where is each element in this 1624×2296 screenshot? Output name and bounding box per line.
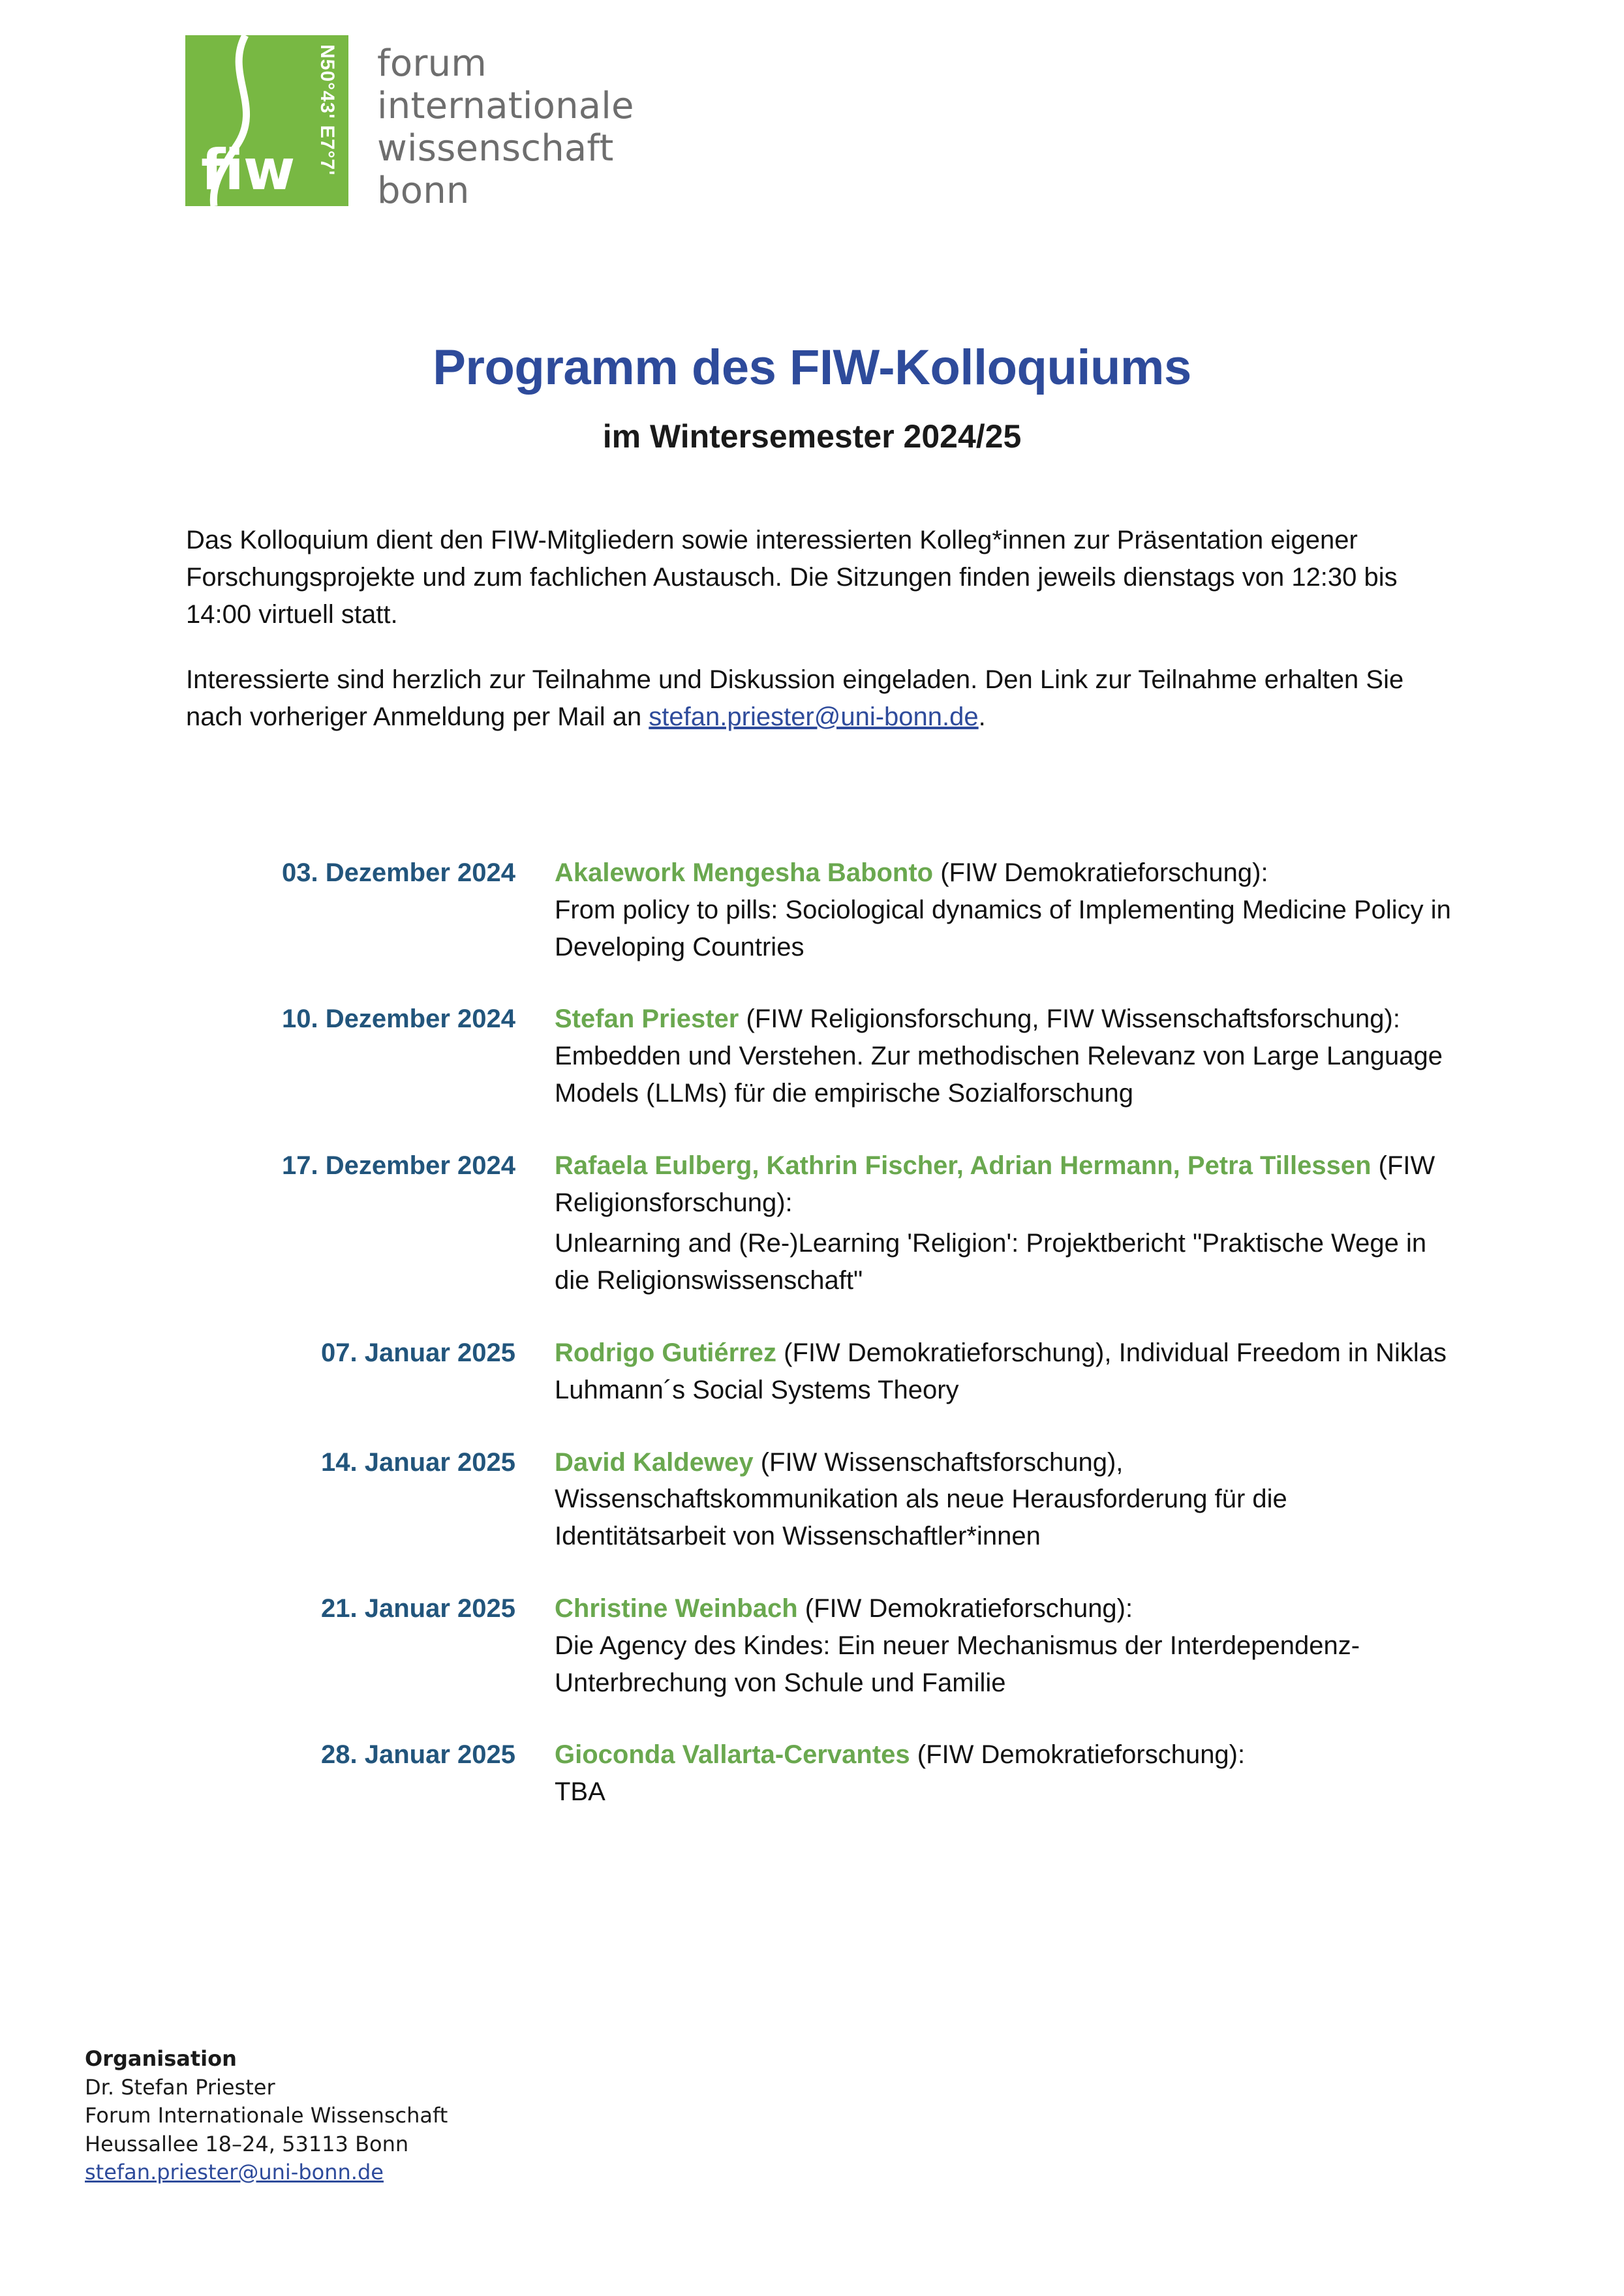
entry-speaker: Stefan Priester — [555, 1004, 739, 1034]
footer-address: Heussallee 18–24, 53113 Bonn — [85, 2131, 409, 2156]
entry-affiliation: (FIW Demokratieforschung): — [933, 858, 1268, 887]
footer-name: Dr. Stefan Priester — [85, 2074, 275, 2100]
entry-detail — [555, 1590, 1465, 1701]
entry-talk: From policy to pills: Sociological dynamics of Implementing Medicine Policy in Developing Countries — [555, 895, 1451, 961]
entry-speaker: Christine Weinbach — [555, 1594, 798, 1623]
intro-paragraph-2 — [186, 661, 1445, 736]
schedule-entry — [186, 1335, 1465, 1409]
logo-word-line-3: wissenschaft — [377, 127, 614, 170]
entry-detail — [555, 1335, 1465, 1409]
entry-date: 17. Dezember 2024 — [281, 1151, 515, 1180]
entry-date: 03. Dezember 2024 — [281, 858, 515, 887]
entry-affiliation: (FIW Demokratieforschung): — [797, 1594, 1133, 1623]
logo-word-line-2: internationale — [377, 84, 634, 127]
entry-talk: Unlearning and (Re-)Learning 'Religion': Projektbericht "Praktische Wege in die Religionswissenschaft" — [555, 1229, 1427, 1295]
entry-detail — [555, 854, 1465, 965]
entry-date: 10. Dezember 2024 — [281, 1004, 515, 1034]
schedule-entry — [186, 1590, 1465, 1701]
intro-paragraph-2-suffix: . — [978, 702, 986, 732]
schedule-entry — [186, 1444, 1465, 1555]
footer-label: Organisation — [85, 2046, 237, 2071]
entry-detail — [555, 1444, 1465, 1555]
schedule-entry — [186, 1001, 1465, 1111]
entry-speaker: Rodrigo Gutiérrez — [555, 1338, 777, 1367]
schedule-list — [186, 854, 1465, 1846]
page-subtitle-main: Wintersemester 2024/25 — [649, 418, 1022, 455]
entry-date: 21. Januar 2025 — [321, 1594, 515, 1623]
entry-detail — [555, 1001, 1465, 1111]
entry-affiliation: (FIW Demokratieforschung), Individual Freedom in Niklas Luhmann´s Social Systems Theory — [555, 1338, 1447, 1404]
contact-email-link[interactable]: stefan.priester@uni-bonn.de — [649, 702, 979, 732]
entry-speaker: Gioconda Vallarta-Cervantes — [555, 1740, 910, 1770]
entry-date: 28. Januar 2025 — [321, 1740, 515, 1770]
entry-talk: Embedden und Verstehen. Zur methodischen Relevanz von Large Language Models (LLMs) für die empirische Sozialforschung — [555, 1042, 1443, 1108]
entry-detail — [555, 1736, 1465, 1811]
entry-speaker: Akalework Mengesha Babonto — [555, 858, 934, 887]
logo-mark — [185, 35, 348, 206]
schedule-entry — [186, 854, 1465, 965]
entry-date: 07. Januar 2025 — [321, 1338, 515, 1367]
entry-talk: TBA — [555, 1777, 605, 1807]
entry-affiliation: (FIW Religionsforschung, FIW Wissenschaftsforschung): — [739, 1004, 1400, 1034]
schedule-entry — [186, 1736, 1465, 1811]
logo-wordmark — [377, 43, 634, 213]
intro-text — [186, 522, 1445, 764]
entry-speaker: Rafaela Eulberg, Kathrin Fischer, Adrian Hermann, Petra Tillessen — [555, 1151, 1371, 1180]
logo-word-line-1: forum — [377, 42, 487, 85]
schedule-entry — [186, 1147, 1465, 1299]
footer-institute: Forum Internationale Wissenschaft — [85, 2103, 448, 2128]
footer-block — [85, 2045, 448, 2187]
entry-detail — [555, 1147, 1465, 1299]
page-subtitle-prefix: im — [602, 418, 650, 455]
logo-coordinates: N50°43' E7°7' — [316, 44, 338, 176]
logo-word-line-4: bonn — [377, 169, 470, 212]
page-subtitle — [0, 417, 1624, 455]
logo-wordmark-fiw: fiw — [201, 138, 295, 203]
entry-speaker: David Kaldewey — [555, 1447, 754, 1477]
entry-affiliation: (FIW Wissenschaftsforschung), Wissenschaftskommunikation als neue Herausforderung für die Identitätsarbeit von Wissenschaftler*innen — [555, 1447, 1287, 1551]
intro-paragraph-1: Das Kolloquium dient den FIW-Mitgliedern sowie interessierten Kolleg*innen zur Präsentation eigener Forschungsprojekte und zum fachlichen Austausch. Die Sitzungen finden jeweils dienstags von 12:30 bis 14:00 virtuell statt. — [186, 526, 1398, 629]
entry-date: 14. Januar 2025 — [321, 1447, 515, 1477]
entry-affiliation: (FIW Religionsforschung): — [555, 1151, 1435, 1217]
entry-talk: Die Agency des Kindes: Ein neuer Mechanismus der Interdependenz-Unterbrechung von Schule und Familie — [555, 1631, 1360, 1697]
page-title: Programm des FIW-Kolloquiums — [433, 340, 1191, 395]
intro-paragraph-2-text: Interessierte sind herzlich zur Teilnahme und Diskussion eingeladen. Den Link zur Teilnahme erhalten Sie nach vorheriger Anmeldung per Mail an — [186, 665, 1404, 732]
footer-email-link[interactable]: stefan.priester@uni-bonn.de — [85, 2160, 384, 2185]
fiw-logo — [185, 35, 634, 213]
entry-affiliation: (FIW Demokratieforschung): — [910, 1740, 1246, 1770]
